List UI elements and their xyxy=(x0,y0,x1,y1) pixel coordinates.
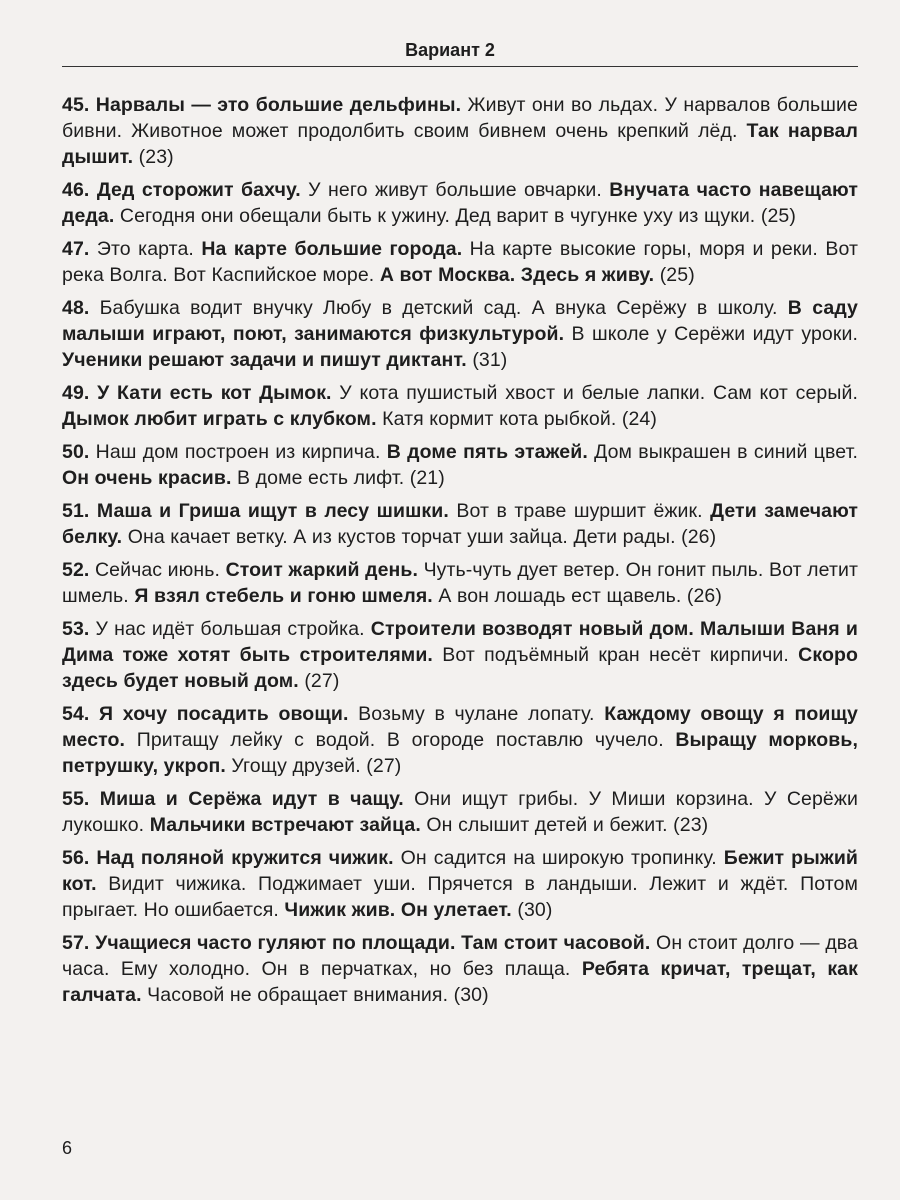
bold-text-segment: Ребята кричат, трещат, как галчата. xyxy=(62,958,858,1006)
bold-text-segment: Я взял стебель и гоню шмеля. xyxy=(134,585,433,607)
text-segment: Наш дом построен из кирпича. xyxy=(95,441,387,463)
text-segment: Сейчас июнь. xyxy=(94,559,226,581)
bold-text-segment: Так нарвал дышит. xyxy=(62,120,858,168)
exercise-paragraph xyxy=(62,498,858,550)
bold-text-segment: 54. xyxy=(62,703,100,725)
text-segment: Возьму в чулане лопату. xyxy=(348,703,605,725)
text-segment: (23) xyxy=(133,146,174,168)
page-header-title: Вариант 2 xyxy=(405,40,495,60)
text-segment: Вот в траве шуршит ёжик. xyxy=(448,500,711,522)
bold-text-segment: Внучата часто навещают деда. xyxy=(62,179,858,227)
bold-text-segment: В доме пять этажей. xyxy=(386,441,588,463)
bold-text-segment: 55. xyxy=(62,788,100,810)
bold-text-segment: У Кати есть кот Дымок. xyxy=(97,382,332,404)
text-segment: У нас идёт большая стройка. xyxy=(95,618,371,640)
bold-text-segment: Чижик жив. Он улетает. xyxy=(284,899,512,921)
text-segment: Видит чижика. Поджимает уши. Прячется в ландыши. Лежит и ждёт. Потом прыгает. Но ошибается. xyxy=(62,873,858,921)
text-segment: (27) xyxy=(298,670,340,692)
bold-text-segment: Учащиеся часто гуляют по площади. Там стоит часовой. xyxy=(95,932,651,954)
bold-text-segment: 50. xyxy=(62,441,96,463)
exercise-paragraph xyxy=(62,92,858,170)
text-segment: Бабушка водит внучку Любу в детский сад. А внука Серёжу в школу. xyxy=(99,297,788,319)
bold-text-segment: В саду малыши играют, поют, занимаются физкультурой. xyxy=(62,297,858,345)
bold-text-segment: 46. xyxy=(62,179,97,201)
text-segment: У кота пушистый хвост и белые лапки. Сам кот серый. xyxy=(331,382,858,404)
bold-text-segment: Бежит рыжий кот. xyxy=(62,847,859,895)
text-segment: А вон лошадь ест щавель. (26) xyxy=(432,585,722,607)
exercise-paragraph xyxy=(62,295,858,373)
bold-text-segment: 51. xyxy=(62,500,97,522)
text-segment: (25) xyxy=(654,264,695,286)
bold-text-segment: 48. xyxy=(62,297,100,319)
text-segment: Угощу друзей. (27) xyxy=(225,755,402,777)
bold-text-segment: А вот Москва. Здесь я живу. xyxy=(379,264,655,286)
exercise-paragraph xyxy=(62,557,858,609)
bold-text-segment: 45. xyxy=(62,94,96,116)
text-segment: (30) xyxy=(511,899,553,921)
bold-text-segment: Дети замечают белку. xyxy=(62,500,858,548)
header-divider xyxy=(62,66,858,67)
exercise-paragraph xyxy=(62,786,858,838)
text-segment: Вот подъёмный кран несёт кирпичи. xyxy=(432,644,799,666)
bold-text-segment: Дед сторожит бахчу. xyxy=(96,179,301,201)
text-segment: (31) xyxy=(466,349,508,371)
exercise-paragraph xyxy=(62,701,858,779)
bold-text-segment: 57. xyxy=(62,932,96,954)
bold-text-segment: Он очень красив. xyxy=(62,467,232,489)
bold-text-segment: Я хочу посадить овощи. xyxy=(99,703,349,725)
bold-text-segment: Нарвалы — это большие дельфины. xyxy=(95,94,462,116)
page-number: 6 xyxy=(62,1138,73,1158)
bold-text-segment: Дымок любит играть с клубком. xyxy=(62,408,377,430)
text-segment: Притащу лейку с водой. В огороде поставлю чучело. xyxy=(125,729,676,751)
bold-text-segment: Каждому овощу я поищу место. xyxy=(62,703,858,751)
bold-text-segment: 49. xyxy=(62,382,98,404)
text-segment: Он слышит детей и бежит. (23) xyxy=(420,814,709,836)
bold-text-segment: Маша и Гриша ищут в лесу шишки. xyxy=(96,500,449,522)
text-segment: У него живут большие овчарки. xyxy=(300,179,610,201)
text-segment: Чуть-чуть дует ветер. Он гонит пыль. Вот летит шмель. xyxy=(62,559,859,607)
text-segment: Часовой не обращает внимания. (30) xyxy=(141,984,489,1006)
exercise-paragraph xyxy=(62,380,858,432)
bold-text-segment: 47. xyxy=(62,238,97,260)
bold-text-segment: 53. xyxy=(62,618,96,640)
bold-text-segment: 56. xyxy=(62,847,97,869)
bold-text-segment: Над поляной кружится чижик. xyxy=(96,847,394,869)
bold-text-segment: 52. xyxy=(62,559,95,581)
text-segment: На карте высокие горы, моря и реки. Вот река Волга. Вот Каспийское море. xyxy=(62,238,858,286)
text-segment: Она качает ветку. А из кустов торчат уши зайца. Дети рады. (26) xyxy=(122,526,717,548)
text-segment: Живут они во льдах. У нарвалов большие бивни. Животное может продолбить своим бивнем очень крепкий лёд. xyxy=(62,94,858,142)
exercise-paragraph xyxy=(62,177,858,229)
exercise-paragraph xyxy=(62,439,858,491)
exercise-paragraph xyxy=(62,930,858,1008)
text-segment: Они ищут грибы. У Миши корзина. У Серёжи лукошко. xyxy=(62,788,858,836)
exercise-paragraph xyxy=(62,616,858,694)
bold-text-segment: Выращу морковь, петрушку, укроп. xyxy=(62,729,858,777)
exercise-paragraph xyxy=(62,845,858,923)
text-segment: Это карта. xyxy=(96,238,202,260)
bold-text-segment: Строители возводят новый дом. Малыши Ваня и Дима тоже хотят быть строителями. xyxy=(62,618,858,666)
bold-text-segment: Стоит жаркий день. xyxy=(225,559,419,581)
bold-text-segment: Скоро здесь будет новый дом. xyxy=(62,644,858,692)
exercise-list xyxy=(62,92,858,1015)
text-segment: Он садится на широкую тропинку. xyxy=(393,847,724,869)
text-segment: Катя кормит кота рыбкой. (24) xyxy=(376,408,657,430)
exercise-paragraph xyxy=(62,236,858,288)
text-segment: Он стоит долго — два часа. Ему холодно. Он в перчатках, но без плаща. xyxy=(62,932,858,980)
text-segment: В школе у Серёжи идут уроки. xyxy=(564,323,858,345)
bold-text-segment: Мальчики встречают зайца. xyxy=(149,814,421,836)
text-segment: Сегодня они обещали быть к ужину. Дед варит в чугунке уху из щуки. (25) xyxy=(114,205,796,227)
bold-text-segment: Миша и Серёжа идут в чащу. xyxy=(99,788,404,810)
bold-text-segment: На карте большие города. xyxy=(201,238,463,260)
text-segment: Дом выкрашен в синий цвет. xyxy=(587,441,858,463)
bold-text-segment: Ученики решают задачи и пишут диктант. xyxy=(62,349,467,371)
text-segment: В доме есть лифт. (21) xyxy=(231,467,445,489)
